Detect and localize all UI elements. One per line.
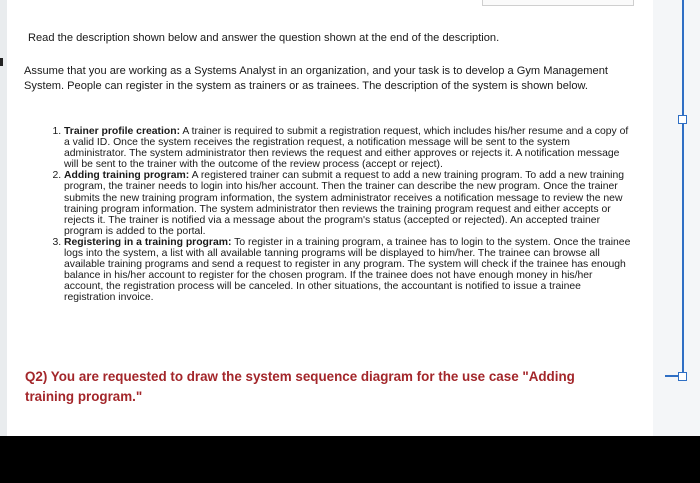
bottom-black-bar (0, 436, 700, 483)
scenario-paragraph: Assume that you are working as a Systems Analyst in an organization, and your task is to develop a Gym Management System. People can register in the system as trainers or as trainees. The description of the system is shown below. (24, 65, 608, 92)
item-title: Trainer profile creation (64, 126, 177, 137)
list-item: 3. Registering in a training program: To register in a training program, a trainee has to login to the system. Once the trainee logs into the system, a list with all available tanning programs will be displayed to him/her. The trainee can browse all available training programs and send a request to register in any program. The system will check if the trainee has enough balance in his/her account to register for the chosen program. If the trainee does not have enough money in his/her account, the registration process will be canceled. In other situations, the accountant is notified to issue a trainee registration invoice. (64, 237, 634, 304)
selection-frame-edge (682, 0, 684, 376)
item-body: A trainer is required to submit a registration request, which includes his/her resume and a copy of a valid ID. Once the system receives the registration request, a notification message will be sent to the system administrator. The system administrator then reviews the request and either approves or rejects it. A notification message will be sent to the trainer with the outcome of the review process (accept or reject). (64, 126, 629, 171)
item-title: Adding training program (64, 170, 186, 182)
header-box (482, 0, 634, 6)
resize-handle[interactable] (678, 372, 687, 381)
item-body: To register in a training program, a trainee has to login to the system. Once the trainee logs into the system, a list with all available tanning programs will be displayed to him/her. The trainee can browse all available training programs and send a request to register in any program. The system will check if the trainee has enough balance in his/her account to register for the chosen program. If the trainee does not have enough money in his/her account, the registration process will be canceled. In other situations, the accountant is notified to issue a trainee registration invoice. (64, 236, 631, 304)
item-body: A registered trainer can submit a request to add a new training program. To add a new training program, the trainer needs to login into his/her account. Then the trainer can describe the new program. Once the trainer submits the new training program information, the system administrator receives a notification message to review the new training program information. The system administrator then reviews the training program request and either accepts or rejects it. The trainer is notified via a message about the program's status (accepted or rejected). An accepted trainer program is added to the portal. (64, 170, 625, 237)
resize-handle[interactable] (678, 115, 687, 124)
question-text: Q2) You are requested to draw the system sequence diagram for the use case "Adding training program." (25, 369, 575, 404)
description-list (44, 126, 634, 304)
side-panel (653, 0, 700, 436)
document-page (7, 0, 654, 436)
instruction-text: Read the description shown below and answer the question shown at the end of the description. (28, 32, 500, 44)
gutter-marker (0, 58, 3, 66)
item-title: Registering in a training program (64, 236, 228, 248)
list-item: 2. Adding training program: A registered trainer can submit a request to add a new training program. To add a new training program, the trainer needs to login into his/her account. Then the trainer can describe the new program. Once the trainer submits the new training program information, the system administrator receives a notification message to review the new training program information. The system administrator then reviews the training program request and either accepts or rejects it. The trainer is notified via a message about the program's status (accepted or rejected). An accepted trainer program is added to the portal. (64, 170, 634, 237)
list-item: 1. Trainer profile creation: A trainer is required to submit a registration request, which includes his/her resume and a copy of a valid ID. Once the system receives the registration request, a notification message will be sent to the system administrator. The system administrator then reviews the request and either approves or rejects it. A notification message will be sent to the trainer with the outcome of the review process (accept or reject). (64, 126, 634, 170)
